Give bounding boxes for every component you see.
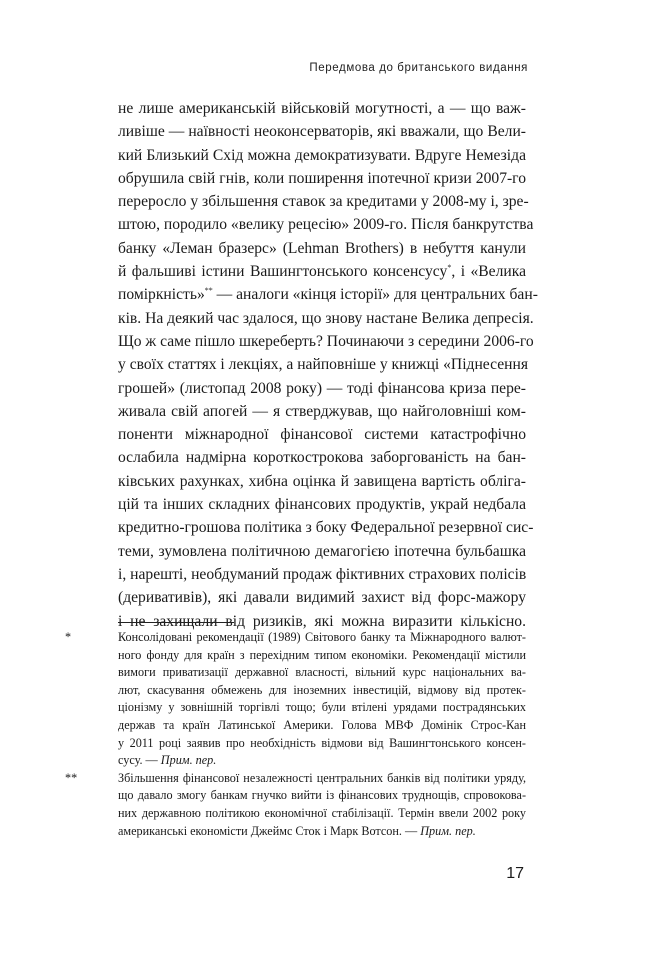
body-text [118, 97, 538, 633]
footnote-line: що давало змогу банкам гнучко вийти із фінансових труднощів, спровокова- [118, 788, 526, 803]
body-line: ків. На деякий час здалося, що знову настане Велика депресія. [118, 309, 534, 327]
footnote-text: Збільшення фінансової незалежності центральних банків від політики уряду, [118, 770, 526, 785]
body-line: теми, зумовлена політичною демагогією іпотечна бульбашка [118, 542, 526, 560]
footnote-line: ного фонду для країн з перехідним типом економіки. Рекомендації містили [118, 647, 526, 662]
body-line: ківських рахунках, хибна оцінка й завищена вартість облiга- [118, 472, 526, 490]
body-line: ливіше — наївності неоконсерваторів, які вважали, що Вели- [118, 123, 526, 141]
body-line-part: , і «Велика [451, 263, 526, 281]
footnote-line: у 2011 році заявив про необхідність відмови від Вашингтонського консен- [118, 735, 526, 750]
body-line: живала свій апогей — я стверджував, що найголовніші ком- [118, 402, 526, 420]
body-line: обрушила свій гнів, коли поширення іпотечної кризи 2007-го [118, 169, 526, 187]
body-line: штою, породило «велику рецесію» 2009-го. Після банкрутства [118, 216, 534, 234]
footnote-line: них державною політикою економічної стабілізації. Термін ввели 2002 року [118, 805, 526, 820]
body-line: і не захищали від ризиків, які можна виразити кількісно. [118, 612, 526, 630]
footnote-text: Консолідовані рекомендації (1989) Світового банку та Міжнародного валют- [118, 630, 526, 644]
body-line-part: поміркність» [118, 286, 205, 304]
footnote-divider [118, 622, 234, 623]
footnote-line [65, 770, 526, 788]
body-line: грошей» (листопад 2008 року) — тоді фінансова криза пере- [118, 379, 526, 397]
footnote-line: держав та країн Латинської Америки. Голова МВФ Домінік Строс-Кан [118, 717, 526, 732]
footnote-line [118, 752, 526, 770]
footnotes [65, 629, 526, 840]
footnote-marker: * [65, 630, 72, 644]
body-line: поненти міжнародної фінансової системи катастрофічно [118, 426, 526, 444]
body-line: кредитно-грошова політика з боку Федеральної резервної сис- [118, 519, 534, 537]
footnote-line [118, 823, 526, 841]
body-line: не лише американській військовій могутності, а — що важ- [118, 100, 526, 117]
footnote-marker: ** [65, 770, 78, 785]
body-line: цій та інших складних фінансових продуктів, украй недбала [118, 496, 526, 514]
body-line: банку «Леман бразерс» (Lehman Brothers) в небуття канули [118, 239, 526, 257]
footnote-line: лют, скасування обмежень для іноземних інвестицій, відмову від протек- [118, 682, 526, 697]
body-line: Що ж саме пішло шкереберть? Починаючи з середини 2006-го [118, 332, 534, 350]
footnote-2 [65, 770, 526, 840]
footnote-ref-double: ** [204, 286, 213, 296]
page-number: 17 [506, 865, 524, 882]
footnote-line [65, 629, 526, 647]
body-line: і, нарешті, необдуманий продаж фіктивних страхових полісів [118, 565, 527, 583]
running-head: Передмова до британського видання [309, 62, 528, 74]
translator-note-tag: Прим. пер. [160, 753, 217, 768]
footnote-line: вимоги приватизації державної власності, вільний курс національних ва- [118, 665, 526, 680]
body-line-with-footnote-ref [118, 260, 526, 283]
body-line: у своїх статтях і лекціях, а найповніше у книжці «Піднесення [118, 356, 529, 374]
body-line: переросло у збільшення ставок за кредитами у 2008-му і, зре- [118, 193, 529, 211]
body-line-with-footnote-ref [118, 283, 538, 306]
footnote-text: американські економісти Джеймс Сток і Марк Вотсон. — [118, 823, 421, 838]
body-line-part: й фальшиві істини Вашингтонського консенсусу [118, 263, 448, 281]
body-line: кий Близький Схід можна демократизувати. Вдруге Немезіда [118, 146, 526, 164]
body-line: ослабила надмірна короткострокова заборгованість на бан- [118, 449, 526, 467]
footnote-text: сусу. — [118, 753, 161, 768]
body-line: (деривативів), які давали видимий захист від форс-мажору [118, 589, 526, 607]
footnote-1 [65, 629, 526, 770]
footnote-line: ціонізму у зовнішній торгівлі тощо; були втілені урядами пострадянських [118, 700, 526, 715]
translator-note-tag: Прим. пер. [420, 823, 476, 838]
body-line-part: — аналоги «кінця історії» для центральних бан- [212, 286, 538, 304]
footnote-ref-single: * [447, 263, 452, 273]
